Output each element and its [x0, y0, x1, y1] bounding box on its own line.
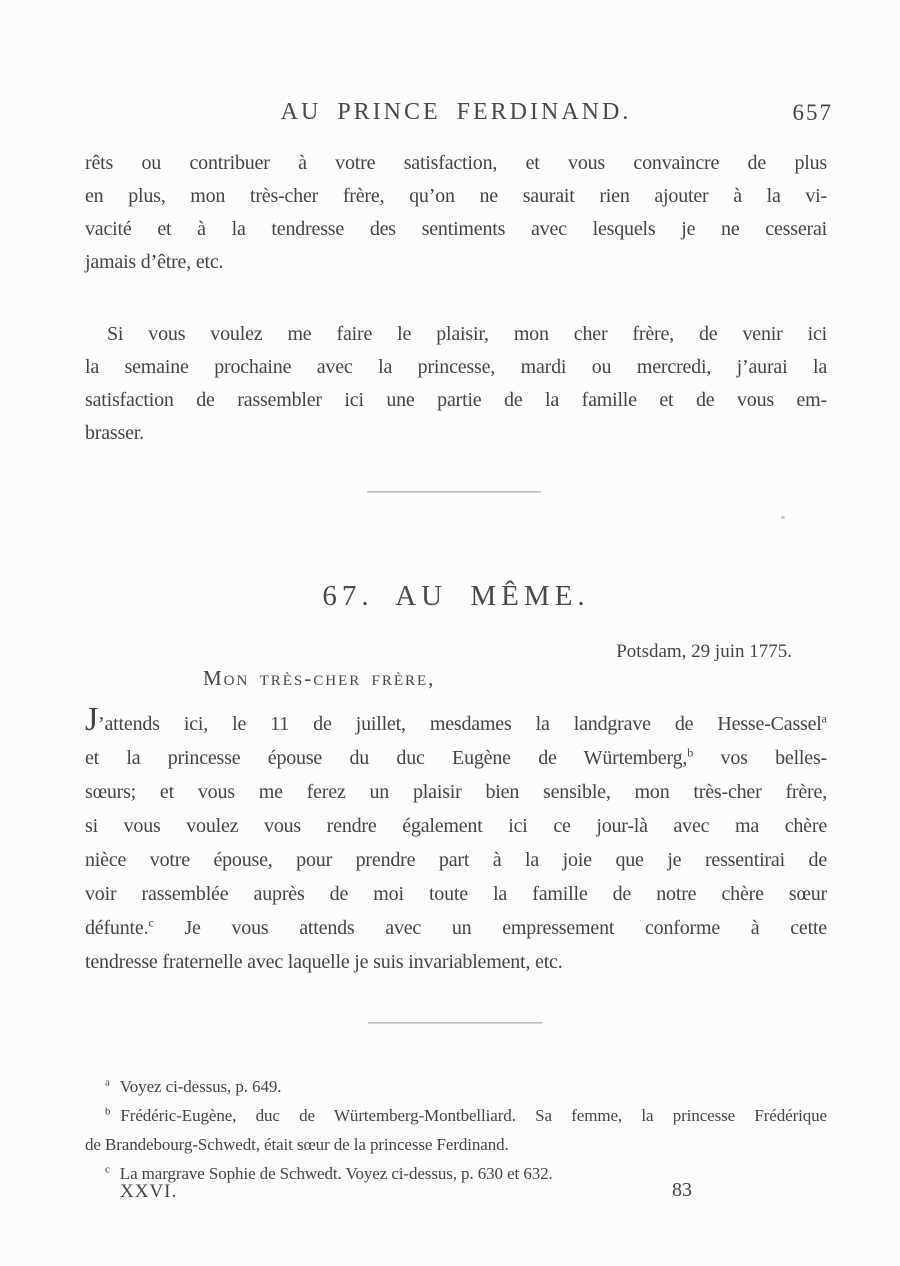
- text-line: voir rassemblée auprès de moi toute la famille de notre chère sœur: [85, 883, 827, 905]
- footnote-text: Voyez ci-dessus, p. 649.: [119, 1077, 282, 1096]
- line-text: défunte.: [85, 917, 149, 939]
- footnote-b: [85, 1101, 827, 1130]
- letter-body: [85, 701, 828, 979]
- footnote-marker-a: a: [105, 1076, 110, 1089]
- letter-heading: 67. AU MÊME.: [322, 580, 590, 612]
- footnote-a: [85, 1072, 827, 1101]
- text-line: [85, 741, 827, 775]
- letter-dateline: Potsdam, 29 juin 1775.: [616, 641, 792, 662]
- text-line: nièce votre épouse, pour prendre part à la joie que je ressentirai de: [85, 849, 827, 871]
- text-line: en plus, mon très-cher frère, qu’on ne saurait rien ajouter à la vi-: [85, 185, 827, 207]
- letter-salutation: Mon très-cher frère,: [203, 666, 436, 690]
- text-line: rêts ou contribuer à votre satisfaction, et vous convaincre de plus: [85, 152, 827, 174]
- text-line: Si vous voulez me faire le plaisir, mon cher frère, de venir ici: [107, 323, 827, 345]
- section-divider-rule: [367, 491, 541, 493]
- text-line: [85, 911, 827, 945]
- footnotes: [85, 1072, 827, 1188]
- paragraph-invitation: [85, 318, 827, 450]
- line-text: et la princesse épouse du duc Eugène de Würtemberg,: [85, 747, 688, 769]
- line-text: vos belles-: [693, 747, 828, 769]
- footnote-text: La margrave Sophie de Schwedt. Voyez ci-dessus, p. 630 et 632.: [119, 1164, 553, 1183]
- text-line: sœurs; et vous me ferez un plaisir bien sensible, mon très-cher frère,: [85, 781, 827, 803]
- footnote-c: [85, 1159, 827, 1188]
- page-number: 657: [792, 100, 833, 125]
- text-line: jamais d’être, etc.: [85, 251, 224, 273]
- footnote-ref-a: a: [821, 711, 827, 726]
- footnote-text: Frédéric-Eugène, duc de Würtemberg-Montbelliard. Sa femme, la princesse Frédérique: [120, 1106, 827, 1125]
- text-line: la semaine prochaine avec la princesse, mardi ou mercredi, j’aurai la: [85, 356, 827, 378]
- text-line: [85, 701, 827, 741]
- line-text: Je vous attends avec un empressement conforme à cette: [153, 917, 827, 939]
- footnote-marker-b: b: [105, 1105, 111, 1118]
- text-line: si vous voulez vous rendre également ici ce jour-là avec ma chère: [85, 815, 827, 837]
- footnote-marker-c: c: [105, 1163, 110, 1176]
- footnote-ref-b: b: [687, 745, 694, 760]
- footnote-b-continuation: de Brandebourg-Schwedt, était sœur de la princesse Ferdinand.: [85, 1135, 509, 1154]
- signature-number: 83: [672, 1179, 692, 1201]
- text-line: satisfaction de rassembler ici une partie de la famille et de vous em-: [85, 389, 827, 411]
- paragraph-continuation: [85, 147, 827, 279]
- running-header: [85, 99, 833, 133]
- running-header-title: AU PRINCE FERDINAND.: [280, 99, 632, 125]
- drop-cap-initial: J: [85, 701, 99, 738]
- footnote-divider-rule: [368, 1022, 542, 1024]
- line-text: ’attends ici, le 11 de juillet, mesdames la landgrave de Hesse-Cassel: [98, 713, 822, 735]
- text-line: vacité et à la tendresse des sentiments avec lesquels je ne cesserai: [85, 218, 827, 240]
- footnote-ref-c: c: [148, 915, 154, 930]
- text-line: tendresse fraternelle avec laquelle je suis invariablement, etc.: [85, 951, 563, 973]
- volume-number: XXVI.: [120, 1181, 178, 1202]
- text-line: brasser.: [85, 422, 144, 444]
- print-speck: [781, 516, 785, 519]
